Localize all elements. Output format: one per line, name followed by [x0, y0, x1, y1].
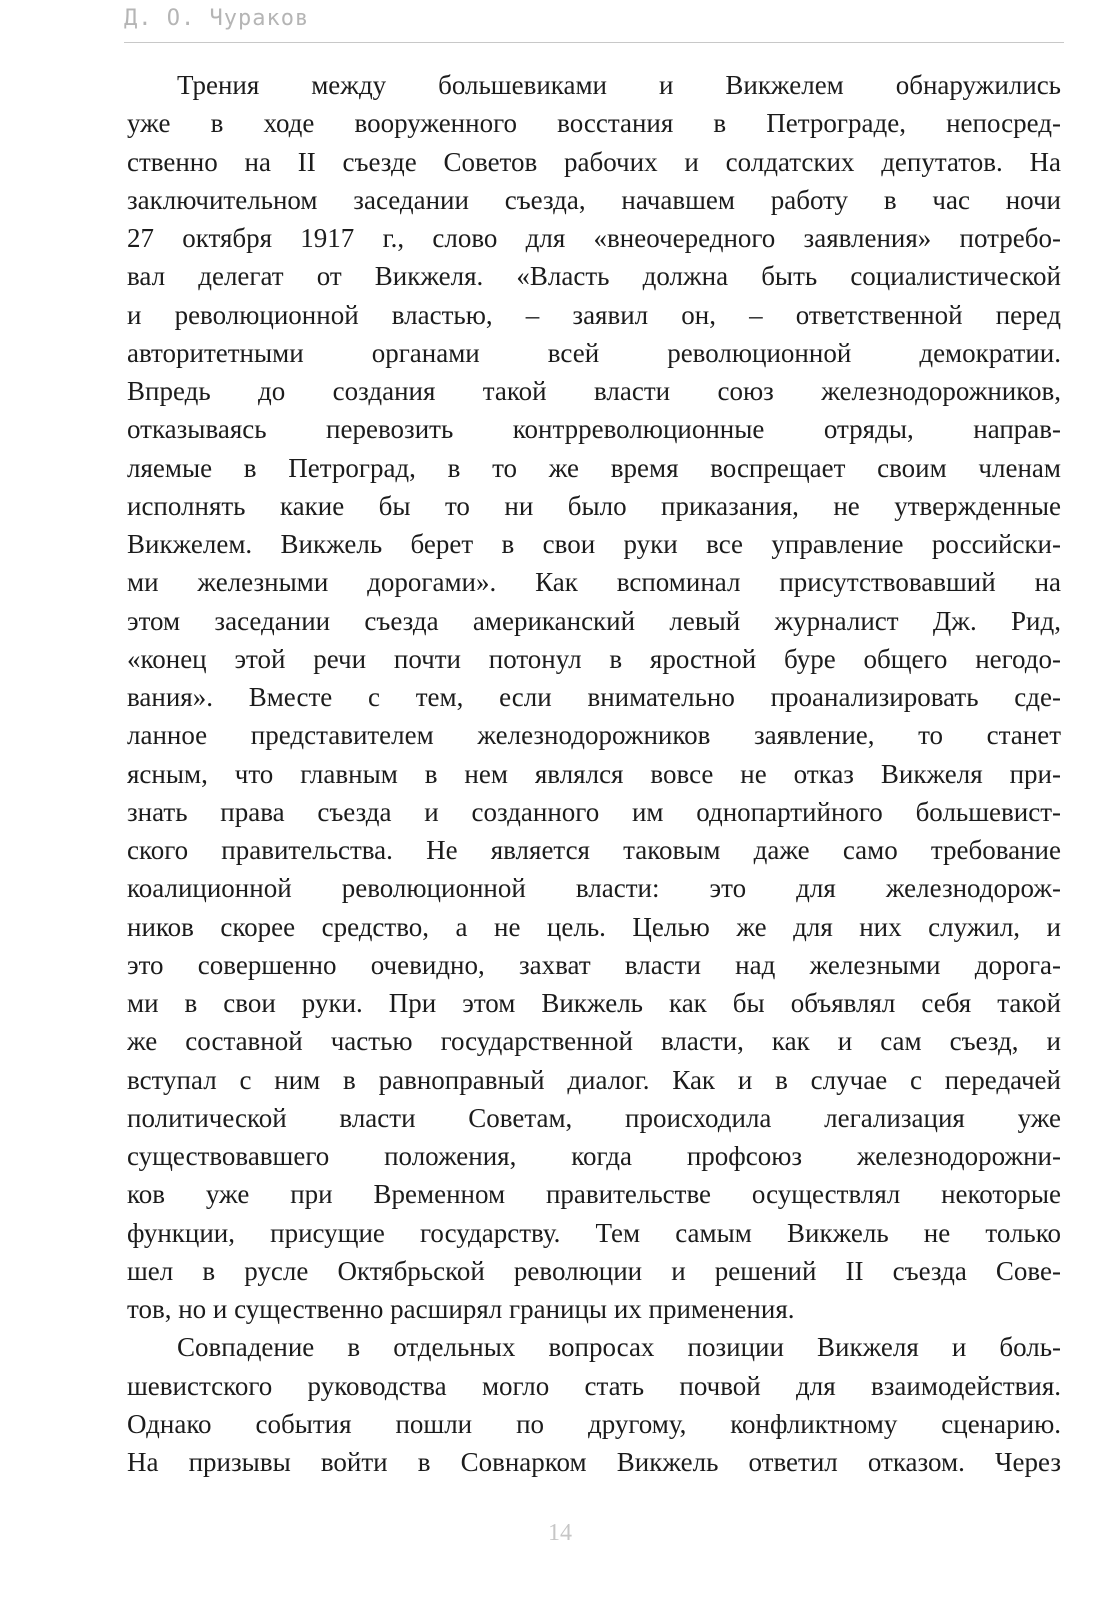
text-line: На призывы войти в Совнарком Викжель ответил отказом. Через	[127, 1447, 1061, 1477]
text-line: отказываясь перевозить контрреволюционные отряды, направ-	[127, 414, 1061, 445]
text-line: и революционной властью, – заявил он, – ответственной перед	[127, 299, 1061, 330]
text-line: исполнять какие бы то ни было приказания, не утвержденные	[127, 490, 1061, 521]
text-line: вания». Вместе с тем, если внимательно проанализировать сде-	[127, 682, 1061, 712]
text-line: ственно на II съезде Советов рабочих и солдатских депутатов. На	[127, 146, 1061, 177]
page-number: 14	[548, 1520, 572, 1546]
text-line: ского правительства. Не является таковым даже само требование	[127, 835, 1061, 865]
text-line: политической власти Советам, происходила легализация уже	[127, 1102, 1061, 1133]
text-line: ми в свои руки. При этом Викжель как бы объявлял себя такой	[127, 988, 1061, 1018]
paragraph-2	[127, 1328, 1061, 1481]
text-line: ми железными дорогами». Как вспоминал присутствовавший на	[127, 567, 1061, 598]
running-header	[124, 4, 1064, 43]
text-line: Впредь до создания такой власти союз железнодорожников,	[127, 376, 1061, 406]
text-line: ляемые в Петроград, в то же время воспрещает своим членам	[127, 452, 1061, 483]
text-line: знать права съезда и созданного им однопартийного большевист-	[127, 796, 1061, 827]
text-line: тов, но и существенно расширял границы их применения.	[127, 1294, 795, 1324]
text-line: «конец этой речи почти потонул в яростной буре общего негодо-	[127, 643, 1061, 674]
text-line: функции, присущие государству. Тем самым Викжель не только	[127, 1217, 1061, 1248]
text-line: Трения между большевиками и Викжелем обнаружились	[177, 70, 1061, 100]
text-line: авторитетными органами всей революционной демократии.	[127, 337, 1061, 368]
text-line: же составной частью государственной власти, как и сам съезд, и	[127, 1026, 1061, 1057]
text-line: существовавшего положения, когда профсоюз железнодорожни-	[127, 1141, 1061, 1171]
text-line: Однако события пошли по другому, конфликтному сценарию.	[127, 1408, 1061, 1439]
text-line: заключительном заседании съезда, начавшем работу в час ночи	[127, 184, 1061, 215]
text-line: коалиционной революционной власти: это для железнодорож-	[127, 873, 1061, 904]
text-line: уже в ходе вооруженного восстания в Петрограде, непосред-	[127, 108, 1061, 139]
paragraph-1	[127, 66, 1061, 1328]
text-line: ников скорее средство, а не цель. Целью же для них служил, и	[127, 911, 1061, 942]
text-line: вал делегат от Викжеля. «Власть должна быть социалистической	[127, 261, 1061, 292]
text-line: это совершенно очевидно, захват власти над железными дорога-	[127, 949, 1061, 980]
text-line: Викжелем. Викжель берет в свои руки все управление российски-	[127, 529, 1061, 559]
text-line: шевистского руководства могло стать почвой для взаимодействия.	[127, 1370, 1061, 1401]
text-line: вступал с ним в равноправный диалог. Как и в случае с передачей	[127, 1064, 1061, 1095]
text-line: 27 октября 1917 г., слово для «внеочередного заявления» потребо-	[127, 223, 1061, 253]
text-line: этом заседании съезда американский левый журналист Дж. Рид,	[127, 605, 1061, 636]
header-author: Д. О. Чураков	[124, 6, 310, 31]
text-line: ков уже при Временном правительстве осуществлял некоторые	[127, 1179, 1061, 1210]
text-line: ясным, что главным в нем являлся вовсе не отказ Викжеля при-	[127, 758, 1061, 789]
text-line: шел в русле Октябрьской революции и решений II съезда Сове-	[127, 1255, 1061, 1286]
text-line: Совпадение в отдельных вопросах позиции Викжеля и боль-	[177, 1332, 1061, 1363]
body-text	[127, 66, 1061, 1481]
text-line: ланное представителем железнодорожников заявление, то станет	[127, 720, 1061, 751]
